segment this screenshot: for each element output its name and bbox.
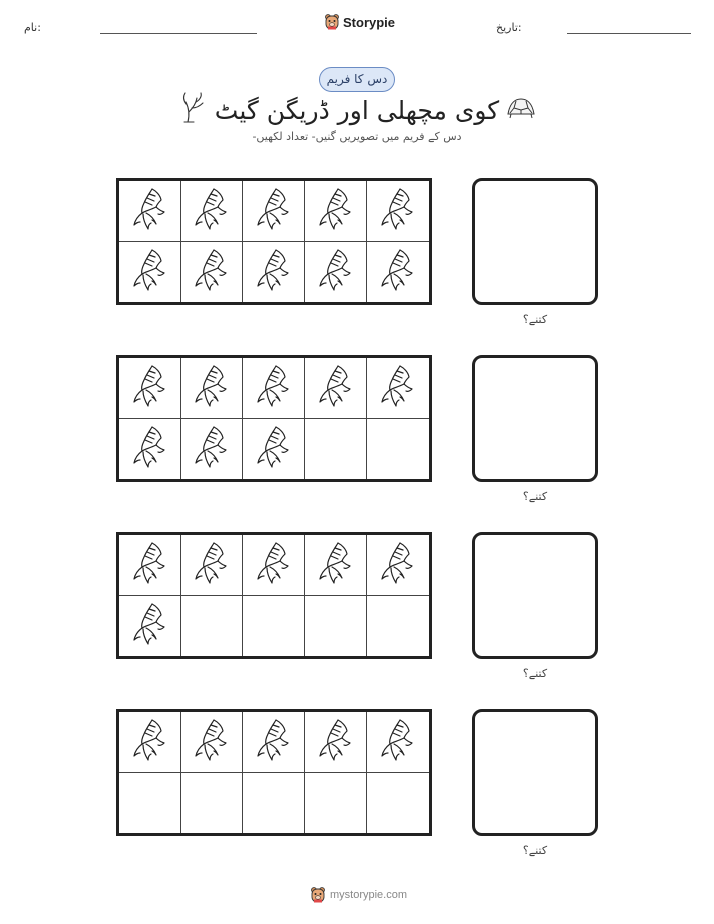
- ten-frame-cell: [305, 181, 367, 242]
- ten-frame-cell: [181, 535, 243, 596]
- ten-frame-cell: [305, 535, 367, 596]
- brand-name: Storypie: [343, 14, 396, 30]
- ten-frame: [116, 355, 432, 482]
- ten-frame-cell: [119, 419, 181, 480]
- ten-frame-cell: [243, 242, 305, 303]
- dragon-claw-icon: [316, 186, 356, 236]
- ten-frame-cell: [119, 358, 181, 419]
- ten-frame-cell: [305, 712, 367, 773]
- dragon-claw-icon: [130, 186, 170, 236]
- how-many-label: کتنے؟: [522, 313, 548, 326]
- ten-frame-cell: [119, 535, 181, 596]
- ten-frame-cell: [181, 712, 243, 773]
- date-label: تاریخ:: [496, 21, 522, 34]
- ten-frame-cell: [119, 596, 181, 657]
- dragon-claw-icon: [254, 363, 294, 413]
- footer: [310, 886, 407, 904]
- answer-box[interactable]: [472, 709, 598, 836]
- ten-frame-cell: [243, 419, 305, 480]
- ten-frame-cell: [305, 596, 367, 657]
- dragon-claw-icon: [130, 601, 170, 651]
- coral-icon: [180, 90, 208, 124]
- dragon-claw-icon: [130, 717, 170, 767]
- dragon-claw-icon: [254, 540, 294, 590]
- ten-frame-cell: [243, 358, 305, 419]
- ten-frame-cell: [119, 242, 181, 303]
- date-line[interactable]: [567, 33, 691, 34]
- how-many-label: کتنے؟: [522, 490, 548, 503]
- dragon-claw-icon: [254, 186, 294, 236]
- dragon-claw-icon: [130, 540, 170, 590]
- name-line[interactable]: [100, 33, 257, 34]
- ten-frame-cell: [181, 419, 243, 480]
- ten-frame: [116, 532, 432, 659]
- ten-frame-cell: [367, 773, 429, 834]
- dragon-claw-icon: [316, 247, 356, 297]
- dragon-claw-icon: [254, 247, 294, 297]
- ten-frame-cell: [243, 535, 305, 596]
- ten-frame: [116, 178, 432, 305]
- footer-logo-icon: [310, 886, 326, 904]
- answer-box[interactable]: [472, 178, 598, 305]
- dragon-claw-icon: [192, 717, 232, 767]
- ten-frame-cell: [243, 712, 305, 773]
- ten-frame-cell: [243, 596, 305, 657]
- page-title: کوی مچھلی اور ڈریگن گیٹ: [214, 96, 500, 125]
- dragon-claw-icon: [130, 424, 170, 474]
- footer-url[interactable]: mystorypie.com: [330, 889, 408, 901]
- ten-frame-cell: [305, 242, 367, 303]
- dragon-claw-icon: [254, 717, 294, 767]
- ten-frame-cell: [367, 596, 429, 657]
- dragon-claw-icon: [378, 540, 418, 590]
- ten-frame-cell: [119, 712, 181, 773]
- ten-frame-cell: [367, 242, 429, 303]
- ten-frame-cell: [181, 242, 243, 303]
- how-many-label: کتنے؟: [522, 667, 548, 680]
- dragon-claw-icon: [192, 186, 232, 236]
- ten-frame-cell: [181, 358, 243, 419]
- brand: [324, 13, 395, 31]
- ten-frame-cell: [243, 181, 305, 242]
- ten-frame-cell: [305, 419, 367, 480]
- dragon-claw-icon: [130, 247, 170, 297]
- turtle-shell-icon: [506, 96, 536, 120]
- instructions: دس کے فریم میں تصویریں گنیں- تعداد لکھیں-: [252, 130, 462, 143]
- name-label: نام:: [24, 21, 41, 34]
- dragon-claw-icon: [378, 186, 418, 236]
- ten-frame-cell: [181, 596, 243, 657]
- ten-frame-cell: [305, 358, 367, 419]
- dragon-claw-icon: [316, 540, 356, 590]
- dragon-claw-icon: [192, 424, 232, 474]
- ten-frame-cell: [367, 419, 429, 480]
- ten-frame-cell: [367, 712, 429, 773]
- dragon-claw-icon: [316, 717, 356, 767]
- ten-frame-cell: [367, 535, 429, 596]
- answer-box[interactable]: [472, 532, 598, 659]
- dragon-claw-icon: [254, 424, 294, 474]
- ten-frame-cell: [367, 181, 429, 242]
- ten-frame-cell: [367, 358, 429, 419]
- dragon-claw-icon: [130, 363, 170, 413]
- ten-frame-cell: [305, 773, 367, 834]
- dragon-claw-icon: [378, 247, 418, 297]
- dragon-claw-icon: [192, 247, 232, 297]
- how-many-label: کتنے؟: [522, 844, 548, 857]
- ten-frame-badge: دس کا فریم: [319, 67, 395, 92]
- bear-logo-icon: [324, 13, 340, 31]
- ten-frame-cell: [119, 181, 181, 242]
- ten-frame-cell: [243, 773, 305, 834]
- dragon-claw-icon: [316, 363, 356, 413]
- ten-frame-cell: [181, 181, 243, 242]
- answer-box[interactable]: [472, 355, 598, 482]
- ten-frame: [116, 709, 432, 836]
- dragon-claw-icon: [192, 363, 232, 413]
- ten-frame-cell: [181, 773, 243, 834]
- dragon-claw-icon: [378, 363, 418, 413]
- ten-frame-cell: [119, 773, 181, 834]
- dragon-claw-icon: [378, 717, 418, 767]
- dragon-claw-icon: [192, 540, 232, 590]
